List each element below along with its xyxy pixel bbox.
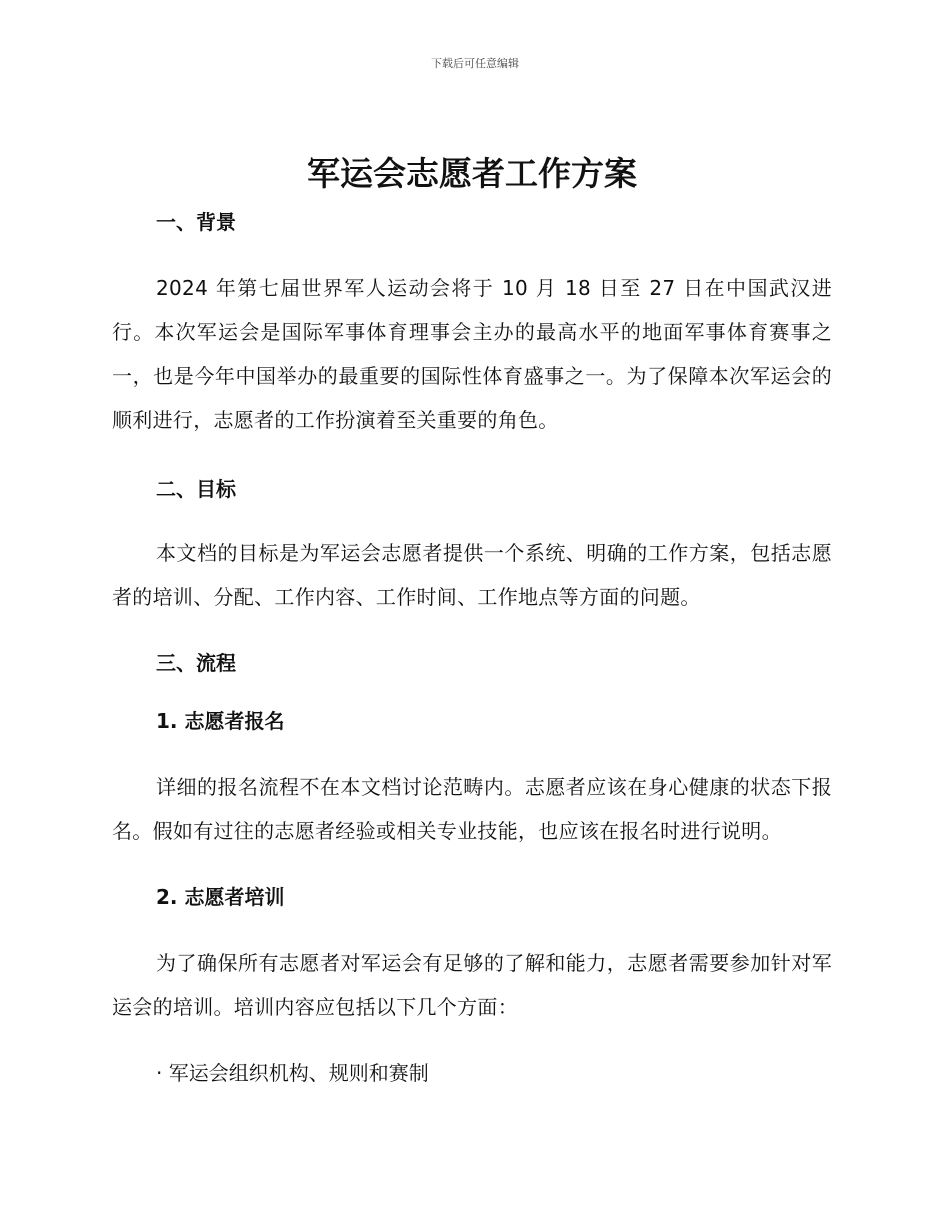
document-body — [112, 150, 832, 1087]
page-header-note: 下载后可任意编辑 — [431, 57, 519, 70]
section-paragraph-goal: 本文档的目标是为军运会志愿者提供一个系统、明确的工作方案，包括志愿者的培训、分配、工作内容、工作时间、工作地点等方面的问题。 — [112, 541, 832, 609]
section-heading-process: 三、流程 — [156, 651, 236, 675]
section-heading-background: 一、背景 — [156, 210, 236, 234]
section-paragraph-background: 2024 年第七届世界军人运动会将于 10 月 18 日至 27 日在中国武汉进行。本次军运会是国际军事体育理事会主办的最高水平的地面军事体育赛事之一，也是今年中国举办的最重要的国际性体育盛事之一。为了保障本次军运会的顺利进行，志愿者的工作扮演着至关重要的角色。 — [112, 276, 832, 432]
subsection-paragraph-registration: 详细的报名流程不在本文档讨论范畴内。志愿者应该在身心健康的状态下报名。假如有过往的志愿者经验或相关专业技能，也应该在报名时进行说明。 — [112, 775, 832, 843]
subsection-heading-registration: 1. 志愿者报名 — [156, 709, 285, 733]
subsection-heading-training: 2. 志愿者培训 — [156, 885, 285, 909]
document-title: 军运会志愿者工作方案 — [307, 154, 637, 193]
section-heading-goal: 二、目标 — [156, 477, 236, 501]
training-bullet-item: · 军运会组织机构、规则和赛制 — [156, 1061, 429, 1085]
subsection-paragraph-training: 为了确保所有志愿者对军运会有足够的了解和能力，志愿者需要参加针对军运会的培训。培训内容应包括以下几个方面： — [112, 951, 832, 1019]
